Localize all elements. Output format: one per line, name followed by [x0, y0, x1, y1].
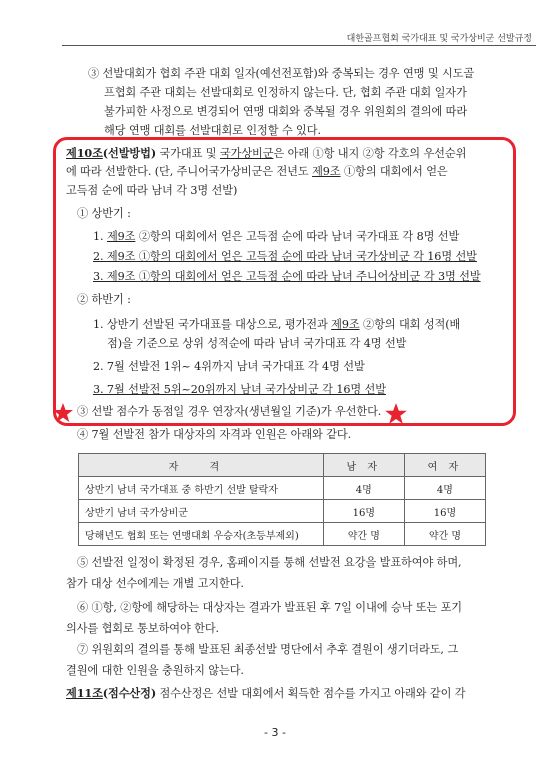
table-cell: 상반기 남녀 국가상비군	[79, 500, 324, 523]
table-row	[79, 477, 486, 500]
first-half-item1: 1. 제9조 ②항의 대회에서 얻은 고득점 순에 따라 남녀 국가대표 각 8명 선발	[93, 230, 460, 243]
para-7-line1: ⑦ 위원회의 결의를 통해 발표된 최종선발 명단에서 추후 결원이 생기더라도, 그	[77, 643, 459, 656]
second-half-item1: 1. 상반기 선발된 국가대표를 대상으로, 평가전과 제9조 ②항의 대회 성적(배	[93, 318, 461, 331]
table-cell: 약간 명	[404, 523, 485, 546]
article-10-line3: 고득점 순에 따라 남녀 각 3명 선발)	[66, 184, 238, 197]
table-cell: 약간 명	[323, 523, 404, 546]
page-number: - 3 -	[264, 726, 286, 739]
col-header-female: 여 자	[404, 454, 485, 477]
para-6-line2: 의사를 협회로 통보하여야 한다.	[66, 622, 220, 635]
col-header-male: 남 자	[323, 454, 404, 477]
running-header: 대한골프협회 국가대표 및 국가상비군 선발규정	[346, 34, 532, 44]
article-10-title: (선발방법)	[102, 146, 157, 160]
table-cell: 당해년도 협회 또는 연맹대회 우승자(초등부제외)	[79, 523, 324, 546]
table-cell: 4명	[323, 477, 404, 500]
table-row	[79, 523, 486, 546]
ref-article-9: 제9조	[312, 165, 341, 178]
para-3-line1: ③ 선발대회가 협회 주관 대회 일자(예선전포함)와 중복되는 경우 연맹 및 시도골	[88, 67, 475, 80]
table-cell: 16명	[404, 500, 485, 523]
second-half-item3: 3. 7월 선발전 5위~20위까지 남녀 국가상비군 각 16명 선발	[93, 383, 386, 396]
first-half-heading: ① 상반기 :	[77, 207, 131, 220]
tie-break-rule: ③ 선발 점수가 동점일 경우 연장자(생년월일 기준)가 우선한다.	[77, 405, 382, 418]
col-header-qualification: 자 격	[79, 454, 324, 477]
table-header-row	[79, 454, 486, 477]
second-half-item1-cont: 점)을 기준으로 상위 성적순에 따라 남녀 국가대표 각 4명 선발	[107, 337, 407, 350]
qualification-table	[78, 453, 486, 546]
article-11-title: (점수산정)	[102, 686, 157, 700]
star-right-icon	[384, 402, 408, 426]
article-10-line2: 에 따라 선발한다. (단, 주니어국가상비군은 전년도 제9조 ①항의 대회에서 얻은	[66, 165, 448, 178]
first-half-item2: 2. 제9조 ①항의 대회에서 얻은 고득점 순에 따라 남녀 국가상비군 각 16명 선발	[93, 250, 477, 263]
para-3-line4: 해당 연맹 대회를 선발대회로 인정할 수 있다.	[104, 124, 321, 137]
article-10-number: 제10조	[66, 146, 103, 160]
second-half-item2: 2. 7월 선발전 1위~ 4위까지 남녀 국가대표 각 4명 선발	[93, 360, 365, 373]
table-cell: 16명	[323, 500, 404, 523]
second-half-heading: ② 하반기 :	[77, 293, 131, 306]
star-left-icon	[52, 402, 74, 424]
table-cell: 상반기 남녀 국가대표 중 하반기 선발 탈락자	[79, 477, 324, 500]
term-national-reserve: 국가상비군	[219, 147, 274, 160]
article-10-line1: 제10조(선발방법) 국가대표 및 국가상비군은 아래 ①항 내지 ②항 각호의 우선순위	[66, 146, 467, 160]
para-7-line2: 결원에 대한 인원을 충원하지 않는다.	[66, 664, 244, 677]
table-cell: 4명	[404, 477, 485, 500]
header-rule	[62, 45, 536, 46]
para-3-line3: 불가피한 사정으로 변경되어 연맹 대회와 중복될 경우 위원회의 결의에 따라	[104, 105, 468, 118]
table-row	[79, 500, 486, 523]
para-6-line1: ⑥ ①항, ②항에 해당하는 대상자는 결과가 발표된 후 7일 이내에 승낙 또는 포기	[77, 601, 463, 614]
qualification-intro: ④ 7월 선발전 참가 대상자의 자격과 인원은 아래와 같다.	[77, 428, 352, 441]
para-5-line1: ⑤ 선발전 일정이 확정된 경우, 홈페이지를 통해 선발전 요강을 발표하여야 하며,	[77, 556, 462, 569]
para-3-line2: 프협회 주관 대회는 선발대회로 인정하지 않는다. 단, 협회 주관 대회 일자가	[104, 86, 467, 99]
para-5-line2: 참가 대상 선수에게는 개별 고지한다.	[66, 577, 244, 590]
first-half-item3: 3. 제9조 ①항의 대회에서 얻은 고득점 순에 따라 남녀 주니어상비군 각 3명 선발	[93, 270, 481, 283]
article-11-line1: 제11조(점수산정) 점수산정은 선발 대회에서 획득한 점수를 가지고 아래와 같이 각	[66, 686, 466, 700]
article-11-number: 제11조	[66, 686, 103, 700]
